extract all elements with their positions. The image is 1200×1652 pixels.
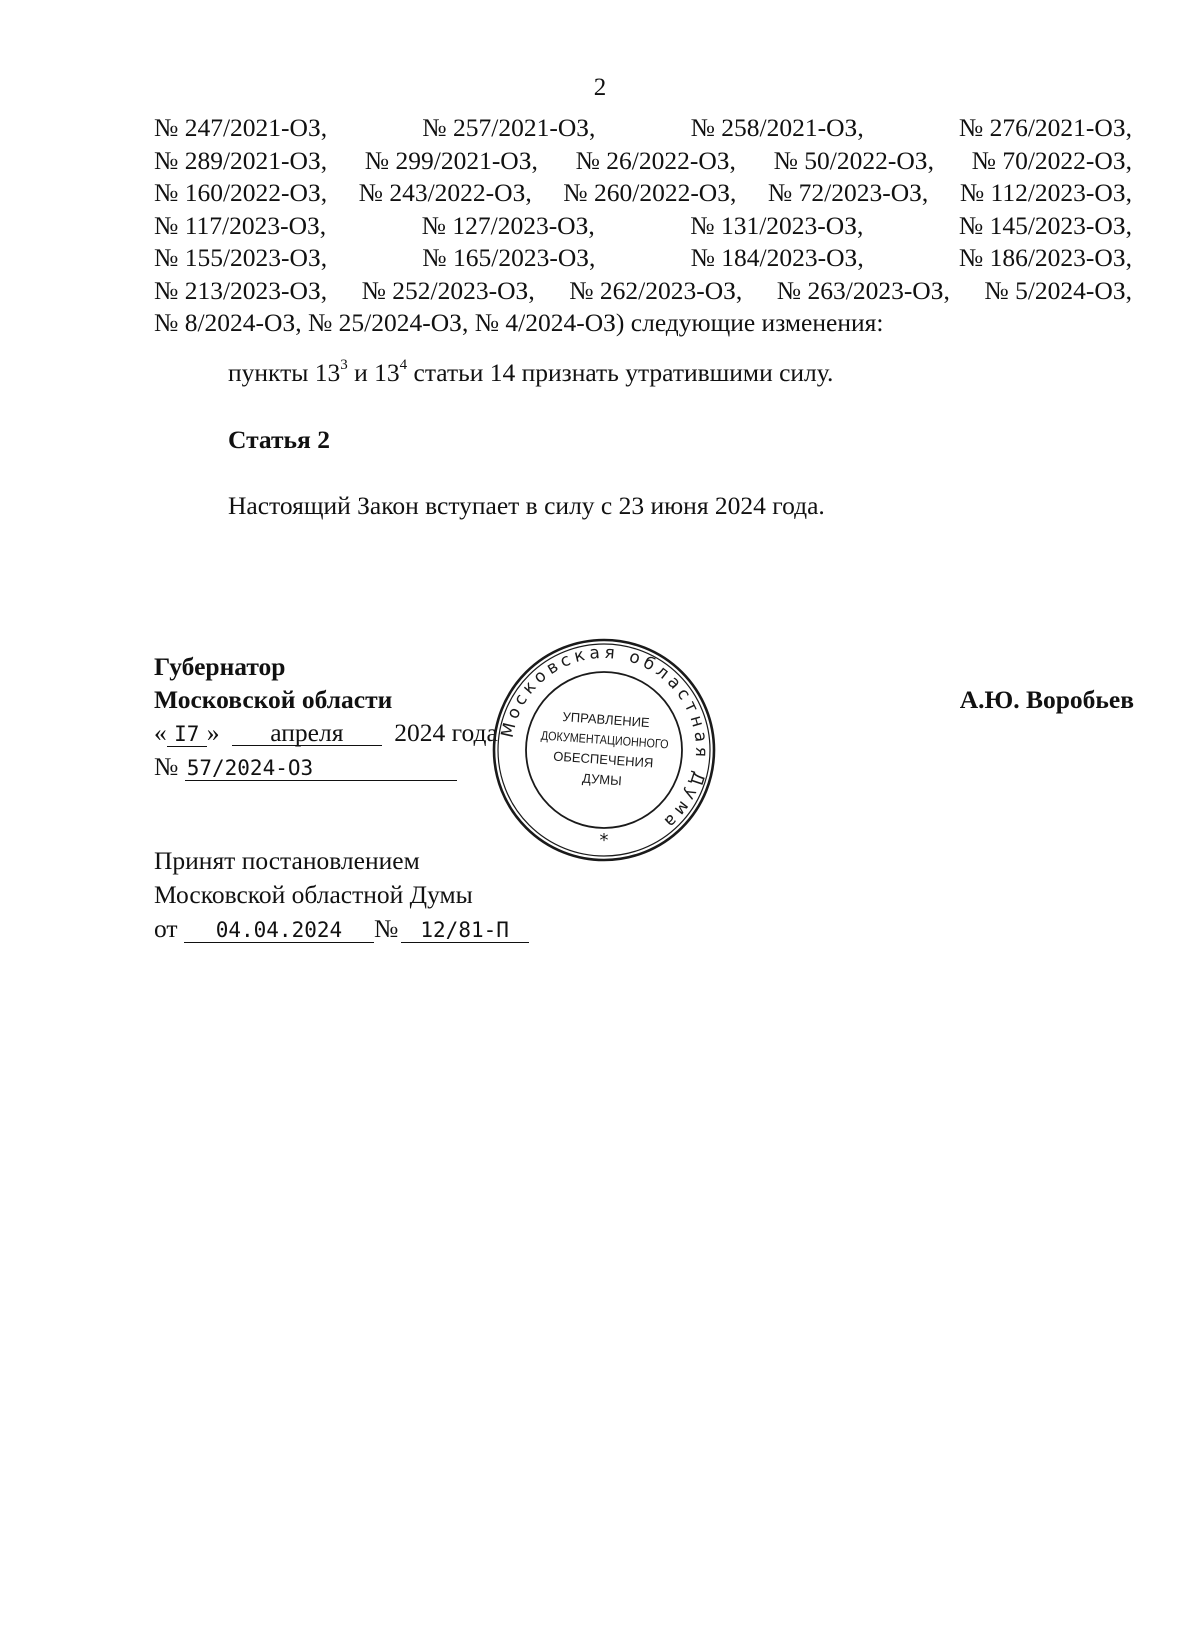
- law-references-line: [154, 112, 1132, 145]
- adoption-date-prefix: от: [154, 914, 178, 943]
- law-reference-item: № 117/2023-ОЗ,: [154, 210, 327, 240]
- stamp-line3: ОБЕСПЕЧЕНИЯ: [552, 748, 654, 771]
- stamp-star: *: [599, 830, 609, 851]
- law-reference-item: № 247/2021-ОЗ,: [154, 113, 328, 142]
- signature-day: I7: [167, 722, 207, 747]
- law-reference-item: № 127/2023-ОЗ,: [421, 210, 595, 240]
- stamp-outer-ring: [494, 640, 714, 860]
- law-reference-item: № 5/2024-ОЗ,: [984, 275, 1132, 305]
- law-reference-item: № 257/2021-ОЗ,: [422, 113, 596, 142]
- law-reference-item: № 165/2023-ОЗ,: [422, 243, 596, 272]
- law-reference-item: № 213/2023-ОЗ,: [154, 275, 328, 305]
- law-references-line: [154, 145, 1132, 178]
- page-number: 2: [593, 74, 607, 101]
- stamp-line2: ДОКУМЕНТАЦИОННОГО: [540, 728, 690, 753]
- stamp-ring-text: Московская областная Дума: [497, 642, 712, 835]
- governor-title-line2: Московской области: [154, 685, 393, 714]
- stamp-line4: ДУМЫ: [581, 770, 623, 789]
- law-references-last-line: [154, 307, 1132, 340]
- law-reference-item: № 50/2022-ОЗ,: [773, 145, 934, 175]
- signature-number-prefix: №: [154, 752, 179, 781]
- article-2-text: Настоящий Закон вступает в силу с 23 июня 2024 года.: [228, 491, 825, 520]
- law-reference-item: № 276/2021-ОЗ,: [958, 113, 1132, 142]
- law-references-line: [154, 242, 1132, 275]
- signature-month: апреля: [232, 721, 382, 746]
- amendment-sup1: 3: [340, 356, 348, 373]
- law-references-line: [154, 177, 1132, 210]
- law-references-last-text: № 8/2024-ОЗ, № 25/2024-ОЗ, № 4/2024-ОЗ) следующие изменения:: [154, 308, 884, 337]
- governor-name: А.Ю. Воробьев: [959, 685, 1134, 714]
- law-reference-item: № 131/2023-ОЗ,: [690, 210, 864, 240]
- law-reference-item: № 299/2021-ОЗ,: [364, 145, 538, 175]
- law-reference-item: № 184/2023-ОЗ,: [690, 243, 864, 272]
- law-reference-item: № 26/2022-ОЗ,: [575, 145, 736, 175]
- law-reference-item: № 243/2022-ОЗ,: [358, 178, 532, 207]
- law-reference-item: № 155/2023-ОЗ,: [154, 243, 328, 272]
- date-quote-close: »: [206, 718, 220, 747]
- law-reference-item: № 160/2022-ОЗ,: [154, 178, 328, 207]
- signature-year: 2024 года: [394, 718, 498, 747]
- adoption-date-line: [154, 914, 529, 944]
- signature-date: [154, 718, 498, 748]
- law-reference-item: № 289/2021-ОЗ,: [154, 145, 328, 175]
- law-reference-item: № 252/2023-ОЗ,: [361, 275, 535, 305]
- adoption-date: 04.04.2024: [184, 918, 374, 943]
- adoption-line1: Принят постановлением: [154, 846, 420, 875]
- law-reference-item: № 112/2023-ОЗ,: [959, 178, 1132, 207]
- duma-stamp: [490, 636, 718, 864]
- signature-number-value: 57/2024-ОЗ: [185, 756, 457, 781]
- amendment-mid: и 13: [347, 358, 400, 387]
- law-reference-item: № 72/2023-ОЗ,: [767, 178, 929, 207]
- law-reference-item: № 186/2023-ОЗ,: [958, 243, 1132, 272]
- amendment-sup2: 4: [399, 356, 408, 373]
- law-reference-item: № 258/2021-ОЗ,: [690, 113, 864, 142]
- law-references-list: [154, 112, 1132, 340]
- law-reference-item: № 70/2022-ОЗ,: [971, 145, 1132, 175]
- adoption-number-prefix: №: [373, 914, 399, 943]
- law-reference-item: № 145/2023-ОЗ,: [958, 210, 1132, 240]
- signature-number: [154, 752, 457, 782]
- law-references-lines: [154, 112, 1132, 307]
- article-2-heading: Статья 2: [228, 425, 330, 454]
- law-references-line: [154, 210, 1132, 243]
- adoption-line2: Московской областной Думы: [154, 880, 473, 909]
- law-reference-item: № 262/2023-ОЗ,: [569, 275, 743, 305]
- law-reference-item: № 260/2022-ОЗ,: [563, 178, 737, 207]
- amendment-paragraph: [228, 358, 833, 388]
- stamp-line1: УПРАВЛЕНИЕ: [562, 709, 651, 731]
- adoption-number: 12/81-П: [401, 918, 529, 943]
- governor-title-line1: Губернатор: [154, 652, 286, 681]
- amendment-suffix: статьи 14 признать утратившими силу.: [407, 358, 834, 387]
- law-references-line: [154, 275, 1132, 308]
- amendment-prefix: пункты 13: [228, 358, 341, 387]
- law-reference-item: № 263/2023-ОЗ,: [776, 275, 950, 305]
- date-quote-open: «: [154, 718, 167, 747]
